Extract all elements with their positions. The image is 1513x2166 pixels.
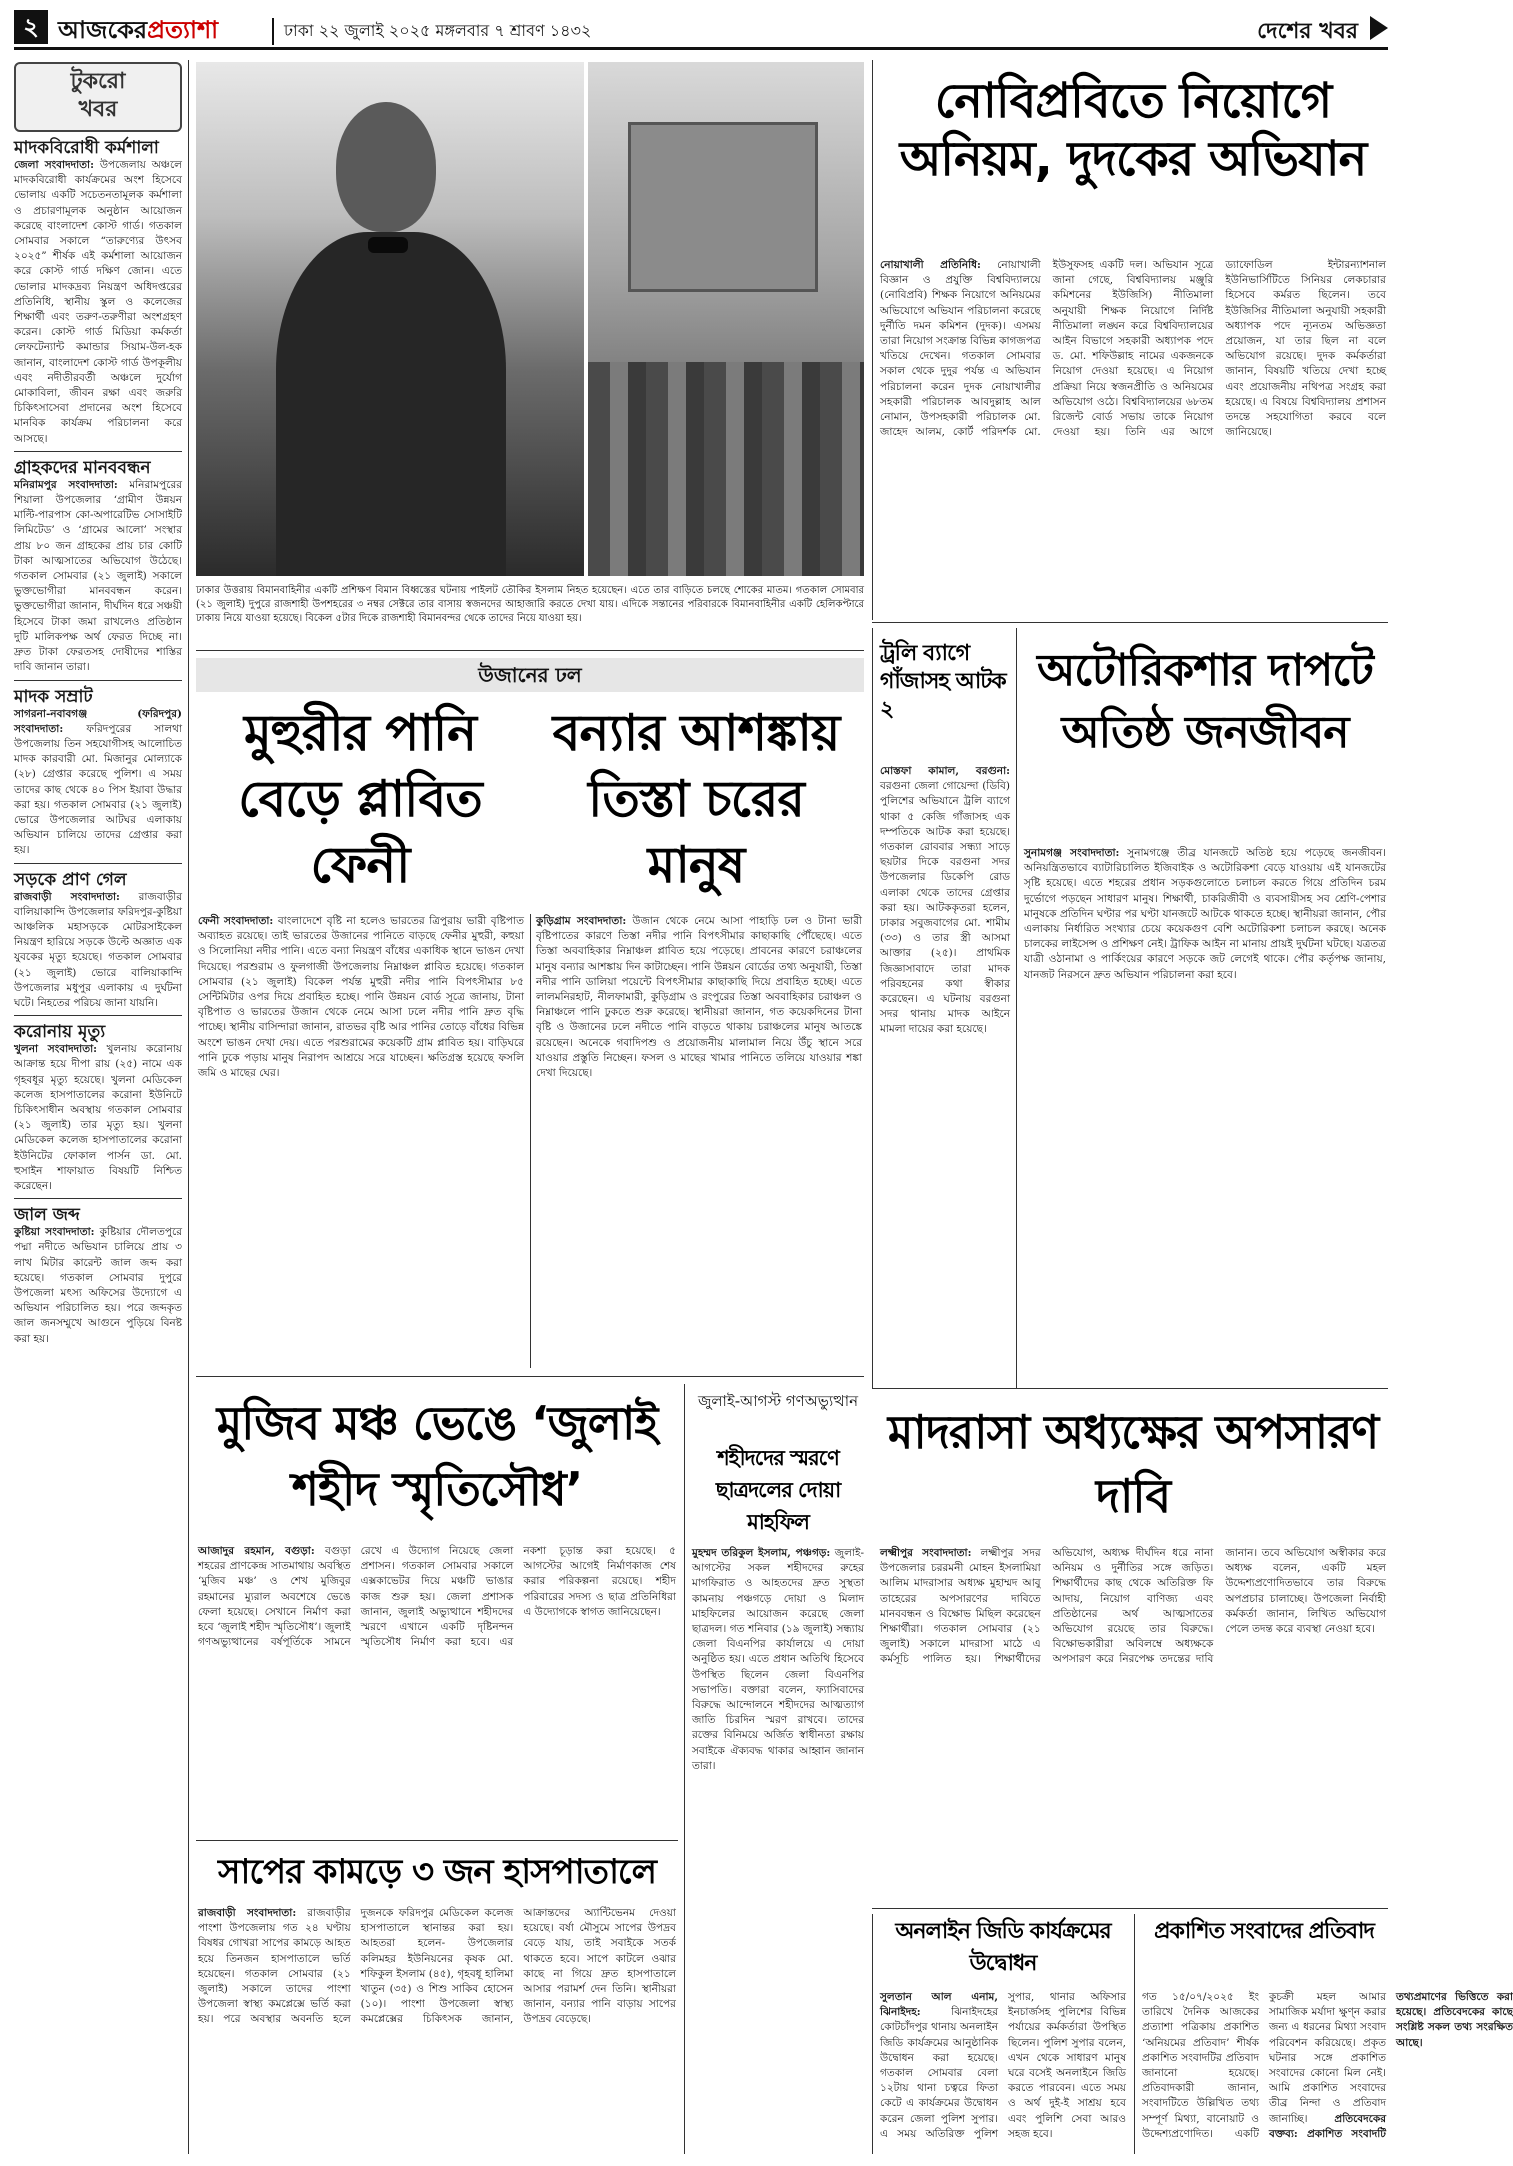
protibad-headline: প্রকাশিত সংবাদের প্রতিবাদ xyxy=(1154,1919,1374,1944)
teesta-text: উজান থেকে নেমে আসা পাহাড়ি ঢল ও টানা ভারী বৃষ্টিপাতের কারণে তিস্তা নদীর পানি বিপৎসীমার কাছাকাছি পৌঁছেছে। এতে তিস্তা অববাহিকার নিম্নাঞ্চল প্লাবিত হয়ে পড়েছে। প্রাবনের কারণে চরাঞ্চলের মানুষ বন্যার আশঙ্কায় দিন কাটাচ্ছেন। পানি উন্নয়ন বোর্ডের তথ্য অনুযায়ী, তিস্তা নদীর পানি ডালিয়া পয়েন্টে বিপৎসীমার কাছাকাছি দিয়ে প্রবাহিত হচ্ছে। এতে লালমনিরহাট, নীলফামারী, কুড়িগ্রাম ও রংপুরের তিস্তা অববাহিকার চরাঞ্চল ও নিম্নাঞ্চলে পানি ঢুকতে শুরু করেছে। স্থানীয়রা জানান, গত কয়েকদিনের টানা বৃষ্টি ও উজানের ঢলে নদীতে পানি বাড়তে থাকায় চরাঞ্চলের মানুষ আতঙ্কে রয়েছেন। অনেকে গবাদিপশু ও প্রয়োজনীয় মালামাল নিয়ে উঁচু স্থানে সরে যাওয়ার প্রস্তুতি নিচ্ছেন। ফসল ও মাছের খামার পানিতে তলিয়ে যাওয়ার শঙ্কা দেখা দিয়েছে। xyxy=(536,915,863,1080)
column-rule xyxy=(872,628,873,1388)
doa-kicker: জুলাই-আগস্ট গণঅভ্যুত্থান xyxy=(697,1392,859,1410)
feni-byline: ফেনী সংবাদদাতা: xyxy=(198,915,274,927)
trolley-text: বরগুনা জেলা গোয়েন্দা (ডিবি) পুলিশের অভিযানে ট্রলি ব্যাগে থাকা ৫ কেজি গাঁজাসহ এক দম্পতিকে আটক করা হয়েছে। গতকাল রোববার সন্ধ্যা সাড়ে ছয়টার দিকে বরগুনা সদর উপজেলার ডিকেপি রোড এলাকা থেকে তাদের গ্রেপ্তার করা হয়। আটককৃতরা হলেন, ঢাকার সবুজবাগের মো. শামীম (৩৩) ও তার স্ত্রী আসমা আক্তার (২৫)। প্রাথমিক জিজ্ঞাসাবাদে তারা মাদক পরিবহনের কথা স্বীকার করেছেন। এ ঘটনায় বরগুনা সদর থানায় মাদক আইনে মামলা দায়ের করা হয়েছে। xyxy=(880,780,1010,1036)
sidebar-item xyxy=(14,1205,182,1347)
column-rule xyxy=(872,1914,873,2154)
divider xyxy=(196,1840,678,1841)
sidebar-item-headline: মাদকবিরোধী কর্মশালা xyxy=(14,138,159,158)
sidebar-item-text: মনিরামপুরের শিয়ালা উপজেলার ‘গ্রামীণ উন্নয়ন মাল্টি-পারপাস কো-অপারেটিভ সোসাইটি লিমিটেড’ ও ‘গ্রামের আলো’ সংস্থার প্রায় ৮০ জন গ্রাহকের প্রায় চার কোটি টাকা আত্মসাতের অভিযোগ উঠেছে। গতকাল সোমবার (২১ জুলাই) সকালে ভুক্তভোগীরা মানববন্ধন করেন। ভুক্তভোগীরা জানান, দীর্ঘদিন ধরে সঞ্চয়ী হিসেবে টাকা জমা রাখলেও প্রতিষ্ঠান দুটি মালিকপক্ষ অর্থ ফেরত দিচ্ছে না। দ্রুত টাকা ফেরতসহ দোষীদের শাস্তির দাবি জানান তারা। xyxy=(14,478,182,674)
protibad-body xyxy=(1142,1990,1513,2150)
flood-kicker-bar xyxy=(196,658,864,692)
sidebar-item-byline: সাগরনা-নবাবগঞ্জ (ফরিদপুর) সংবাদদাতা: xyxy=(14,707,182,735)
sidebar-item xyxy=(14,1022,182,1194)
page-number: ২ xyxy=(14,10,48,44)
mujib-text: বগুড়া শহরের প্রাণকেন্দ্র সাতমাথায় অবস্থিত ‘মুজিব মঞ্চ’ ও শেখ মুজিবুর রহমানের ম্যুরাল অবশেষে ভেঙে ফেলা হয়েছে। সেখানে নির্মাণ করা হবে ‘জুলাই শহীদ স্মৃতিসৌধ’। জুলাই গণঅভ্যুত্থানের বর্ষপূর্তিকে সামনে রেখে এ উদ্যোগ নিয়েছে জেলা প্রশাসন। গতকাল সোমবার সকালে এক্সকাভেটর দিয়ে মঞ্চটি ভাঙার কাজ শুরু হয়। জেলা প্রশাসক জানান, জুলাই অভ্যুত্থানে শহীদদের স্মরণে এখানে একটি দৃষ্টিনন্দন স্মৃতিসৌধ নির্মাণ করা হবে। এর নকশা চূড়ান্ত করা হয়েছে। ৫ আগস্টের আগেই নির্মাণকাজ শেষ করার পরিকল্পনা রয়েছে। শহীদ পরিবারের সদস্য ও ছাত্র প্রতিনিধিরা এ উদ্যোগকে স্বাগত জানিয়েছেন। xyxy=(198,1545,676,1649)
protibad-text: গত ১৫/০৭/২০২৫ ইং তারিখে দৈনিক আজকের প্রত্যাশা পত্রিকায় প্রকাশিত ‘অনিয়মের প্রতিবাদ’ শীর্ষক প্রকাশিত সংবাদটির প্রতিবাদ জানানো হয়েছে। প্রতিবাদকারী জানান, সংবাদটিতে উল্লিখিত তথ্য সম্পূর্ণ মিথ্যা, বানোয়াট ও উদ্দেশ্যপ্রণোদিত। একটি কুচক্রী মহল আমার সামাজিক মর্যাদা ক্ষুণ্ন করার জন্য এ ধরনের মিথ্যা সংবাদ পরিবেশন করিয়েছে। প্রকৃত ঘটনার সঙ্গে প্রকাশিত সংবাদের কোনো মিল নেই। আমি প্রকাশিত সংবাদের তীব্র নিন্দা ও প্রতিবাদ জানাচ্ছি। xyxy=(1142,1991,1386,2140)
divider xyxy=(872,622,1388,623)
photo-caption: ঢাকার উত্তরায় বিমানবাহিনীর একটি প্রশিক্ষণ বিমান বিধ্বস্তের ঘটনায় পাইলট তৌকির ইসলাম নিহত হয়েছেন। এতে তার বাড়িতে চলছে শোকের মাতম। গতকাল সোমবার (২১ জুলাই) দুপুরে রাজশাহী উপশহরের ৩ নম্বর সেক্টরে তার বাসায় স্বজনদের আহাজারি করতে দেখা যায়। এদিকে সন্তানের পরিবারকে বিমানবাহিনীর একটি হেলিকপ্টারে ঢাকায় নিয়ে যাওয়া হয়েছে। বিকেল ৫টার দিকে রাজশাহী বিমানবন্দর থেকে তাদের নিয়ে যাওয়া হয়। xyxy=(196,585,864,624)
sidebar-item-byline: কুষ্টিয়া সংবাদদাতা: xyxy=(14,1226,95,1239)
divider xyxy=(872,1908,1388,1909)
gd-text: ঝিনাইদহের কোটচাঁদপুর থানায় অনলাইন জিডি কার্যক্রমের আনুষ্ঠানিক উদ্বোধন করা হয়েছে। গতকাল সোমবার বেলা ১২টায় থানা চত্বরে ফিতা কেটে এ কার্যক্রমের উদ্বোধন করেন জেলা পুলিশ সুপার। এ সময় অতিরিক্ত পুলিশ সুপার, থানার অফিসার ইনচার্জসহ পুলিশের বিভিন্ন পর্যায়ের কর্মকর্তারা উপস্থিত ছিলেন। পুলিশ সুপার বলেন, এখন থেকে সাধারণ মানুষ ঘরে বসেই অনলাইনে জিডি করতে পারবেন। এতে সময় ও অর্থ দুই-ই সাশ্রয় হবে এবং পুলিশি সেবা আরও সহজ হবে। xyxy=(880,1991,1126,2140)
snake-text: রাজবাড়ীর পাংশা উপজেলায় গত ২৪ ঘণ্টায় বিষধর গোখরা সাপের কামড়ে আহত হয়ে তিনজন হাসপাতালে ভর্তি হয়েছেন। গতকাল সোমবার (২১ জুলাই) সকালে তাদের পাংশা উপজেলা স্বাস্থ্য কমপ্লেক্সে ভর্তি করা হয়। পরে অবস্থার অবনতি হলে দুজনকে ফরিদপুর মেডিকেল কলেজ হাসপাতালে স্থানান্তর করা হয়। আহতরা হলেন- উপজেলার কলিমহর ইউনিয়নের কৃষক মো. শফিকুল ইসলাম (৪৫), গৃহবধূ হালিমা খাতুন (৩৫) ও শিশু সাকিব হোসেন (১০)। পাংশা উপজেলা স্বাস্থ্য কমপ্লেক্সের চিকিৎসক জানান, আক্রান্তদের অ্যান্টিভেনম দেওয়া হয়েছে। বর্ষা মৌসুমে সাপের উপদ্রব বেড়ে যায়, তাই সবাইকে সতর্ক থাকতে হবে। সাপে কাটলে ওঝার কাছে না গিয়ে দ্রুত হাসপাতালে আসার পরামর্শ দেন তিনি। স্থানীয়রা জানান, বন্যার পানি বাড়ায় সাপের উপদ্রব বেড়েছে। xyxy=(198,1907,676,2026)
divider xyxy=(14,1015,182,1016)
doa-text: জুলাই-আগস্টের সকল শহীদদের রুহের মাগফিরাত ও আহতদের দ্রুত সুস্থতা কামনায় পঞ্চগড়ে দোয়া ও মিলাদ মাহফিলের আয়োজন করেছে জেলা ছাত্রদল। গত শনিবার (১৯ জুলাই) সন্ধ্যায় জেলা বিএনপির কার্যালয়ে এ দোয়া অনুষ্ঠিত হয়। এতে প্রধান অতিথি হিসেবে উপস্থিত ছিলেন জেলা বিএনপির সভাপতি। বক্তারা বলেন, ফ্যাসিবাদের বিরুদ্ধে আন্দোলনে শহীদদের আত্মত্যাগ জাতি চিরদিন স্মরণ রাখবে। তাদের রক্তের বিনিময়ে অর্জিত স্বাধীনতা রক্ষায় সবাইকে ঐক্যবদ্ধ থাকার আহ্বান জানান তারা। xyxy=(692,1547,865,1772)
sidebar-item-text: রাজবাড়ীর বালিয়াকান্দি উপজেলার ফরিদপুর-কুষ্টিয়া আঞ্চলিক মহাসড়কে মোটরসাইকেল নিয়ন্ত্রণ হারিয়ে সড়কে উল্টে অজ্ঞাত এক যুবকের মৃত্যু হয়েছে। গতকাল সোমবার (২১ জুলাই) ভোরে বালিয়াকান্দি উপজেলার মধুপুর এলাকায় এ দুর্ঘটনা ঘটে। নিহতের পরিচয় জানা যায়নি। xyxy=(14,890,182,1009)
sidebar-item-headline: গ্রাহকদের মানববন্ধন xyxy=(14,457,151,478)
column-rule xyxy=(872,60,873,620)
snake-headline: সাপের কামড়ে ৩ জন হাসপাতালে xyxy=(218,1852,656,1892)
madrasa-byline: লক্ষ্মীপুর সংবাদদাতা: xyxy=(880,1547,972,1559)
auto-text: সুনামগঞ্জে তীব্র যানজটে অতিষ্ঠ হয়ে পড়েছে জনজীবন। অনিয়ন্ত্রিতভাবে ব্যাটারিচালিত ইজিবাইক ও অটোরিকশা বেড়ে যাওয়ায় এই যানজটের সৃষ্টি হয়েছে। এতে শহরের প্রধান সড়কগুলোতে চলাচল করতে গিয়ে প্রতিদিন চরম দুর্ভোগে পড়ছেন সাধারণ মানুষ। শিক্ষার্থী, চাকরিজীবী ও ব্যবসায়ীসহ সব শ্রেণি-পেশার মানুষকে প্রতিদিন ঘণ্টার পর ঘণ্টা যানজটে আটকে থাকতে হচ্ছে। স্থানীয়রা জানান, পৌর এলাকায় নির্ধারিত সংখ্যার চেয়ে কয়েকগুণ বেশি অটোরিকশা চলাচল করছে। অনেক চালকের লাইসেন্স ও প্রশিক্ষণ নেই। ট্রাফিক আইন না মানায় প্রায়ই দুর্ঘটনা ঘটছে। যত্রতত্র যাত্রী ওঠানামা ও পার্কিংয়ের কারণে সড়কে জট লেগেই থাকে। পৌর কর্তৃপক্ষ জানায়, যানজট নিরসনে দ্রুত অভিযান পরিচালনা করা হবে। xyxy=(1024,847,1386,981)
trolley-headline: ট্রলি ব্যাগে গাঁজাসহ আটক ২ xyxy=(880,641,1006,722)
sidebar-item xyxy=(14,458,182,676)
lead-body xyxy=(880,258,1386,612)
sidebar-item-byline: খুলনা সংবাদদাতা: xyxy=(14,1043,98,1056)
column-rule xyxy=(530,914,531,1368)
sidebar-logo-line1: টুকরো xyxy=(70,69,126,94)
sidebar-tukro-khobor xyxy=(14,62,182,2152)
lead-headline: নোবিপ্রবিতে নিয়োগে অনিয়ম, দুদকের অভিযান xyxy=(899,73,1367,187)
sidebar-logo-line2: খবর xyxy=(78,97,118,122)
sidebar-item xyxy=(14,687,182,859)
sidebar-logo xyxy=(14,62,182,132)
madrasa-body xyxy=(880,1546,1386,1902)
column-rule xyxy=(1016,628,1017,1388)
masthead xyxy=(14,10,1388,50)
column-rule xyxy=(188,60,189,2154)
divider xyxy=(196,1376,864,1377)
teesta-body xyxy=(536,914,862,1368)
mujib-headline: মুজিব মঞ্চ ভেঙে ‘জুলাই শহীদ স্মৃতিসৌধ’ xyxy=(216,1396,658,1516)
feni-body xyxy=(198,914,524,1368)
trolley-body xyxy=(880,764,1010,1378)
column-rule xyxy=(1134,1914,1135,2154)
gd-body xyxy=(880,1990,1126,2150)
sidebar-item-byline: রাজবাড়ী সংবাদদাতা: xyxy=(14,890,120,903)
photo-mourners xyxy=(588,62,864,576)
sidebar-item-text: কুষ্টিয়ার দৌলতপুরে পদ্মা নদীতে অভিযান চালিয়ে প্রায় ৩ লাখ মিটার কারেন্ট জাল জব্দ করা হয়েছে। গতকাল সোমবার দুপুরে উপজেলা মৎস্য অফিসের উদ্যোগে এ অভিযান পরিচালিত হয়। পরে জব্দকৃত জাল জনসম্মুখে আগুনে পুড়িয়ে বিনষ্ট করা হয়। xyxy=(14,1226,182,1345)
sidebar-item-headline: সড়কে প্রাণ গেল xyxy=(14,869,127,890)
teesta-byline: কুড়িগ্রাম সংবাদদাতা: xyxy=(536,915,627,927)
snake-byline: রাজবাড়ী সংবাদদাতা: xyxy=(198,1907,297,1919)
teesta-headline: বন্যার আশঙ্কায় তিস্তা চরের মানুষ xyxy=(552,704,840,894)
divider xyxy=(14,680,182,681)
divider xyxy=(14,863,182,864)
column-rule xyxy=(684,1384,685,2154)
sidebar-item xyxy=(14,870,182,1012)
protibad-reply: প্রতিবেদকের বক্তব্য: প্রকাশিত সংবাদটি তথ্যপ্রমাণের ভিত্তিতে করা হয়েছে। প্রতিবেদকের কাছে সংশ্লিষ্ট সকল তথ্য সংরক্ষিত আছে। xyxy=(1269,1991,1513,2140)
feni-headline: মুহুরীর পানি বেড়ে প্লাবিত ফেনী xyxy=(238,704,482,894)
madrasa-headline: মাদরাসা অধ্যক্ষের অপসারণ দাবি xyxy=(887,1405,1379,1523)
divider xyxy=(14,451,182,452)
sidebar-item-headline: করোনায় মৃত্যু xyxy=(14,1022,106,1043)
sidebar-item xyxy=(14,138,182,447)
feni-text: বাংলাদেশে বৃষ্টি না হলেও ভারতের ত্রিপুরায় ভারী বৃষ্টিপাত অব্যাহত রয়েছে। তাই ভারতের উজানের পানিতে বাড়ছে ফেনীর মুহুরী, কহুয়া ও সিলোনিয়া নদীর পানি। এতে বন্যা নিয়ন্ত্রণ বাঁধের একাধিক স্থানে ভাঙন দেখা দিয়েছে। পরশুরাম ও ফুলগাজী উপজেলায় নিম্নাঞ্চল প্লাবিত হয়েছে। গতকাল সোমবার (২১ জুলাই) বিকেল পর্যন্ত মুহুরী নদীর পানি বিপৎসীমার ৮৫ সেন্টিমিটার ওপর দিয়ে প্রবাহিত হচ্ছে। পানি উন্নয়ন বোর্ড সূত্রে জানায়, টানা বৃষ্টিপাত ও ভারতের উজান থেকে নেমে আসা ঢলে নদীর পানি দ্রুত বৃদ্ধি পাচ্ছে। স্থানীয় বাসিন্দারা জানান, রাতভর বৃষ্টি আর পানির তোড়ে বাঁধের বিভিন্ন অংশে ভাঙন দেখা দেয়। এতে পরশুরামের কয়েকটি গ্রাম প্লাবিত হয়। বাড়িঘরে পানি ঢুকে পড়ায় মানুষ নিরাপদ আশ্রয়ে সরে যাচ্ছেন। ক্ষতিগ্রস্ত হয়েছে ফসলি জমি ও মাছের ঘের। xyxy=(198,915,524,1080)
section-name: দেশের খবর xyxy=(1257,19,1358,44)
paper-name-part2: প্রত্যাশা xyxy=(147,16,219,44)
sidebar-item-byline: মনিরামপুর সংবাদদাতা: xyxy=(14,478,118,491)
section-arrow-icon xyxy=(1370,16,1388,40)
sidebar-item-headline: মাদক সম্রাট xyxy=(14,686,93,707)
gd-headline: অনলাইন জিডি কার্যক্রমের উদ্বোধন xyxy=(895,1919,1111,1976)
paper-name-part1: আজকের xyxy=(58,16,148,44)
paper-logo xyxy=(58,12,218,52)
photo-pilot-portrait xyxy=(196,62,584,576)
sidebar-item-text: উপজেলায় অঞ্চলে মাদকবিরোধী কার্যক্রমের অংশ হিসেবে ভোলায় একটি সচেতনতামূলক কর্মশালা ও প্রচারণামূলক অনুষ্ঠান আয়োজন করেছে বাংলাদেশ কোস্ট গার্ড। গতকাল সোমবার সকালে “তারুণ্যের উৎসব ২০২৫” শীর্ষক এই কর্মশালা আয়োজন করে কোস্ট গার্ড দক্ষিণ জোন। এতে ভোলার মাদকদ্রব্য নিয়ন্ত্রণ অধিদপ্তরের প্রতিনিধি, স্থানীয় স্কুল ও কলেজের শিক্ষার্থী এবং তরুণ-তরুণীরা অংশগ্রহণ করেন। কোস্ট গার্ড মিডিয়া কর্মকর্তা লেফটেন্যান্ট কমান্ডার সিয়াম-উল-হক জানান, বাংলাদেশ কোস্ট গার্ড উপকূলীয় এবং নদীতীরবর্তী অঞ্চলে দুর্যোগ মোকাবিলা, জীবন রক্ষা এবং জরুরি চিকিৎসাসেবা প্রদানের অংশ হিসেবে মানবিক কার্যক্রম পরিচালনা করে আসছে। xyxy=(14,159,183,445)
dateline: ঢাকা ২২ জুলাই ২০২৫ মঙ্গলবার ৭ শ্রাবণ ১৪৩২ xyxy=(272,18,591,45)
doa-byline: মুহম্মদ তরিকুল ইসলাম, পঞ্চগড়: xyxy=(692,1547,831,1559)
sidebar-item-byline: জেলা সংবাদদাতা: xyxy=(14,159,94,171)
divider xyxy=(872,1388,1388,1389)
madrasa-text: লক্ষ্মীপুর সদর উপজেলার চররমনী মোহন ইসলামিয়া আলিম মাদরাসার অধ্যক্ষ মুহাম্মদ আবু তাহেরের অপসারণের দাবিতে মানববন্ধন ও বিক্ষোভ মিছিল করেছেন শিক্ষার্থীরা। গতকাল সোমবার (২১ জুলাই) সকালে মাদরাসা মাঠে এ কর্মসূচি পালিত হয়। শিক্ষার্থীদের অভিযোগ, অধ্যক্ষ দীর্ঘদিন ধরে নানা অনিয়ম ও দুর্নীতির সঙ্গে জড়িত। শিক্ষার্থীদের কাছ থেকে অতিরিক্ত ফি আদায়, নিয়োগ বাণিজ্য এবং প্রতিষ্ঠানের অর্থ আত্মসাতের অভিযোগ রয়েছে তার বিরুদ্ধে। বিক্ষোভকারীরা অবিলম্বে অধ্যক্ষকে অপসারণ করে নিরপেক্ষ তদন্তের দাবি জানান। তবে অভিযোগ অস্বীকার করে অধ্যক্ষ বলেন, একটি মহল উদ্দেশ্যপ্রণোদিতভাবে তার বিরুদ্ধে অপপ্রচার চালাচ্ছে। উপজেলা নির্বাহী কর্মকর্তা জানান, লিখিত অভিযোগ পেলে তদন্ত করে ব্যবস্থা নেওয়া হবে। xyxy=(880,1547,1386,1666)
auto-body xyxy=(1024,846,1386,1378)
lead-text: নোয়াখালী বিজ্ঞান ও প্রযুক্তি বিশ্ববিদ্যালয়ে (নোবিপ্রবি) শিক্ষক নিয়োগে অনিয়মের অভিযোগে অভিযান পরিচালনা করেছে দুর্নীতি দমন কমিশন (দুদক)। এসময় তারা নিয়োগ সংক্রান্ত বিভিন্ন কাগজপত্র খতিয়ে দেখেন। গতকাল সোমবার সকাল থেকে দুদুর পর্যন্ত এ অভিযান পরিচালনা করেন দুদক নোয়াখালীর সহকারী পরিচালক আবদুল্লাহ আল নোমান, উপসহকারী পরিচালক মো. জাহেদ আলম, কোর্ট পরিদর্শক মো. ইউসুফসহ একটি দল। অভিযান সূত্রে জানা গেছে, বিশ্ববিদ্যালয় মঞ্জুরি কমিশনের ইউজিসি) নীতিমালা অনুযায়ী শিক্ষক নিয়োগে নির্দিষ্ট নীতিমালা লঙ্ঘন করে বিশ্ববিদ্যালয়ের আইন বিভাগে সহকারী অধ্যাপক পদে ড. মো. শফিউল্লাহ নামের একজনকে নিয়োগ দেওয়া হয়েছে। এ নিয়োগ প্রক্রিয়া নিয়ে স্বজনপ্রীতি ও অনিয়মের অভিযোগ ওঠে। বিশ্ববিদ্যালয়ের ৬৮তম রিজেন্ট বোর্ড সভায় তাকে নিয়োগ দেওয়া হয়। তিনি এর আগে ড্যাফোডিল ইন্টারন্যাশনাল ইউনিভার্সিটিতে সিনিয়র লেকচারার হিসেবে কর্মরত ছিলেন। তবে ইউজিসির নীতিমালা অনুযায়ী সহকারী অধ্যাপক পদে ন্যূনতম অভিজ্ঞতা প্রয়োজন, যা তার ছিল না বলে অভিযোগ রয়েছে। দুদক কর্মকর্তারা জানান, বিষয়টি খতিয়ে দেখা হচ্ছে এবং প্রয়োজনীয় নথিপত্র সংগ্রহ করা হয়েছে। এ বিষয়ে বিশ্ববিদ্যালয় প্রশাসন তদন্তে সহযোগিতা করবে বলে জানিয়েছে। xyxy=(880,259,1386,439)
sidebar-item-headline: জাল জব্দ xyxy=(14,1205,80,1226)
divider xyxy=(196,650,864,651)
divider xyxy=(14,1198,182,1199)
gd-byline: সুলতান আল এনাম, ঝিনাইদহ: xyxy=(880,1991,998,2019)
doa-headline: শহীদদের স্মরণে ছাত্রদলের দোয়া মাহফিল xyxy=(715,1446,841,1534)
trolley-byline: মোস্তফা কামাল, বরগুনা: xyxy=(880,765,1010,777)
lead-byline: নোয়াখালী প্রতিনিধি: xyxy=(880,259,981,271)
doa-body xyxy=(692,1546,864,2146)
auto-byline: সুনামগঞ্জ সংবাদদাতা: xyxy=(1024,847,1120,859)
sidebar-item-text: খুলনায় করোনায় আক্রান্ত হয়ে দীপা রায় (২৫) নামে এক গৃহবধূর মৃত্যু হয়েছে। খুলনা মেডিকেল কলেজ হাসপাতালের করোনা ইউনিটে চিকিৎসাধীন অবস্থায় গতকাল সোমবার (২১ জুলাই) তার মৃত্যু হয়। খুলনা মেডিকেল কলেজ হাসপাতালের করোনা ইউনিটের ফোকাল পার্সন ডা. মো. হুসাইন শাফায়াত বিষয়টি নিশ্চিত করেছেন। xyxy=(14,1043,182,1192)
mujib-body xyxy=(198,1544,676,1832)
mujib-byline: আজাদুর রহমান, বগুড়া: xyxy=(198,1545,315,1557)
flood-kicker: উজানের ঢল xyxy=(478,663,582,687)
auto-headline: অটোরিকশার দাপটে অতিষ্ঠ জনজীবন xyxy=(1037,645,1373,758)
snake-body xyxy=(198,1906,676,2152)
sidebar-item-text: ফরিদপুরের সালথা উপজেলায় তিন সহযোগীসহ আলোচিত মাদক কারবারী মো. মিজানুর মোল্যাকে (২৮) গ্রেপ্তার করেছে পুলিশ। এ সময় তাদের কাছ থেকে ৪০ পিস ইয়াবা উদ্ধার করা হয়। গতকাল সোমবার (২১ জুলাই) ভোরে উপজেলার আটঘর এলাকায় অভিযান চালিয়ে তাদের গ্রেপ্তার করা হয়। xyxy=(14,722,182,857)
